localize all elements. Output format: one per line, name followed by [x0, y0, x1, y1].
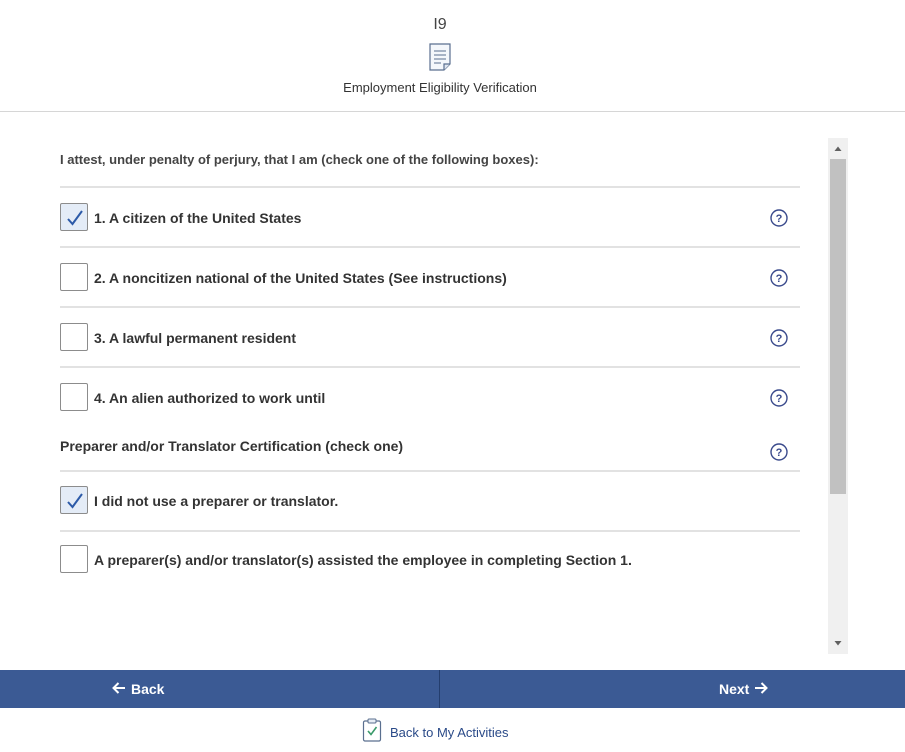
document-icon [428, 43, 452, 71]
attestation-option-permanent-resident [60, 323, 800, 355]
svg-text:?: ? [775, 447, 783, 459]
next-label: Next [719, 681, 750, 697]
preparer-section [60, 436, 800, 468]
form-code: I9 [433, 16, 447, 33]
form-content [60, 138, 800, 658]
svg-text:?: ? [775, 393, 783, 405]
svg-text:?: ? [775, 213, 783, 225]
help-icon[interactable] [770, 443, 788, 461]
help-icon[interactable] [770, 389, 788, 407]
back-label: Back [131, 681, 165, 697]
arrow-left-icon [112, 681, 126, 697]
option-label: 1. A citizen of the United States [94, 210, 302, 226]
noncitizen-national-checkbox[interactable] [60, 263, 88, 291]
divider [60, 470, 800, 472]
preparer-option-none [60, 486, 800, 518]
divider [60, 246, 800, 248]
option-label: 3. A lawful permanent resident [94, 330, 297, 346]
no-preparer-checkbox[interactable] [60, 486, 88, 514]
permanent-resident-checkbox[interactable] [60, 323, 88, 351]
next-button[interactable] [441, 670, 905, 708]
attestation-option-citizen [60, 203, 800, 235]
divider [60, 530, 800, 532]
option-label: A preparer(s) and/or translator(s) assisted the employee in completing Section 1. [94, 552, 632, 568]
help-icon[interactable] [770, 269, 788, 287]
back-to-activities-link[interactable] [362, 718, 508, 747]
svg-text:?: ? [775, 273, 783, 285]
divider [60, 306, 800, 308]
preparer-assisted-checkbox[interactable] [60, 545, 88, 573]
attestation-option-noncitizen-national [60, 263, 800, 295]
help-icon[interactable] [770, 329, 788, 347]
scrollbar-thumb[interactable] [830, 159, 846, 494]
divider [60, 366, 800, 368]
preparer-heading: Preparer and/or Translator Certification (check one) [60, 438, 404, 454]
back-button[interactable] [0, 670, 440, 708]
divider [60, 186, 800, 188]
preparer-option-assisted [60, 545, 800, 577]
page-header [0, 0, 905, 112]
attestation-intro: I attest, under penalty of perjury, that I am (check one of the following boxes): [60, 152, 539, 167]
option-label: 2. A noncitizen national of the United States (See instructions) [94, 270, 507, 286]
attestation-option-alien-authorized [60, 383, 800, 415]
arrow-right-icon [754, 681, 768, 697]
option-label: 4. An alien authorized to work until [94, 390, 326, 406]
scroll-up-arrow-icon[interactable] [828, 138, 848, 158]
help-icon[interactable] [770, 209, 788, 227]
bottom-navigation [0, 670, 905, 708]
svg-text:?: ? [775, 333, 783, 345]
scroll-down-arrow-icon[interactable] [828, 634, 848, 654]
back-to-activities-label: Back to My Activities [390, 725, 509, 740]
clipboard-check-icon [362, 718, 382, 747]
alien-authorized-checkbox[interactable] [60, 383, 88, 411]
citizen-checkbox[interactable] [60, 203, 88, 231]
scrollbar[interactable] [828, 138, 848, 654]
form-title: Employment Eligibility Verification [343, 80, 537, 95]
option-label: I did not use a preparer or translator. [94, 493, 339, 509]
